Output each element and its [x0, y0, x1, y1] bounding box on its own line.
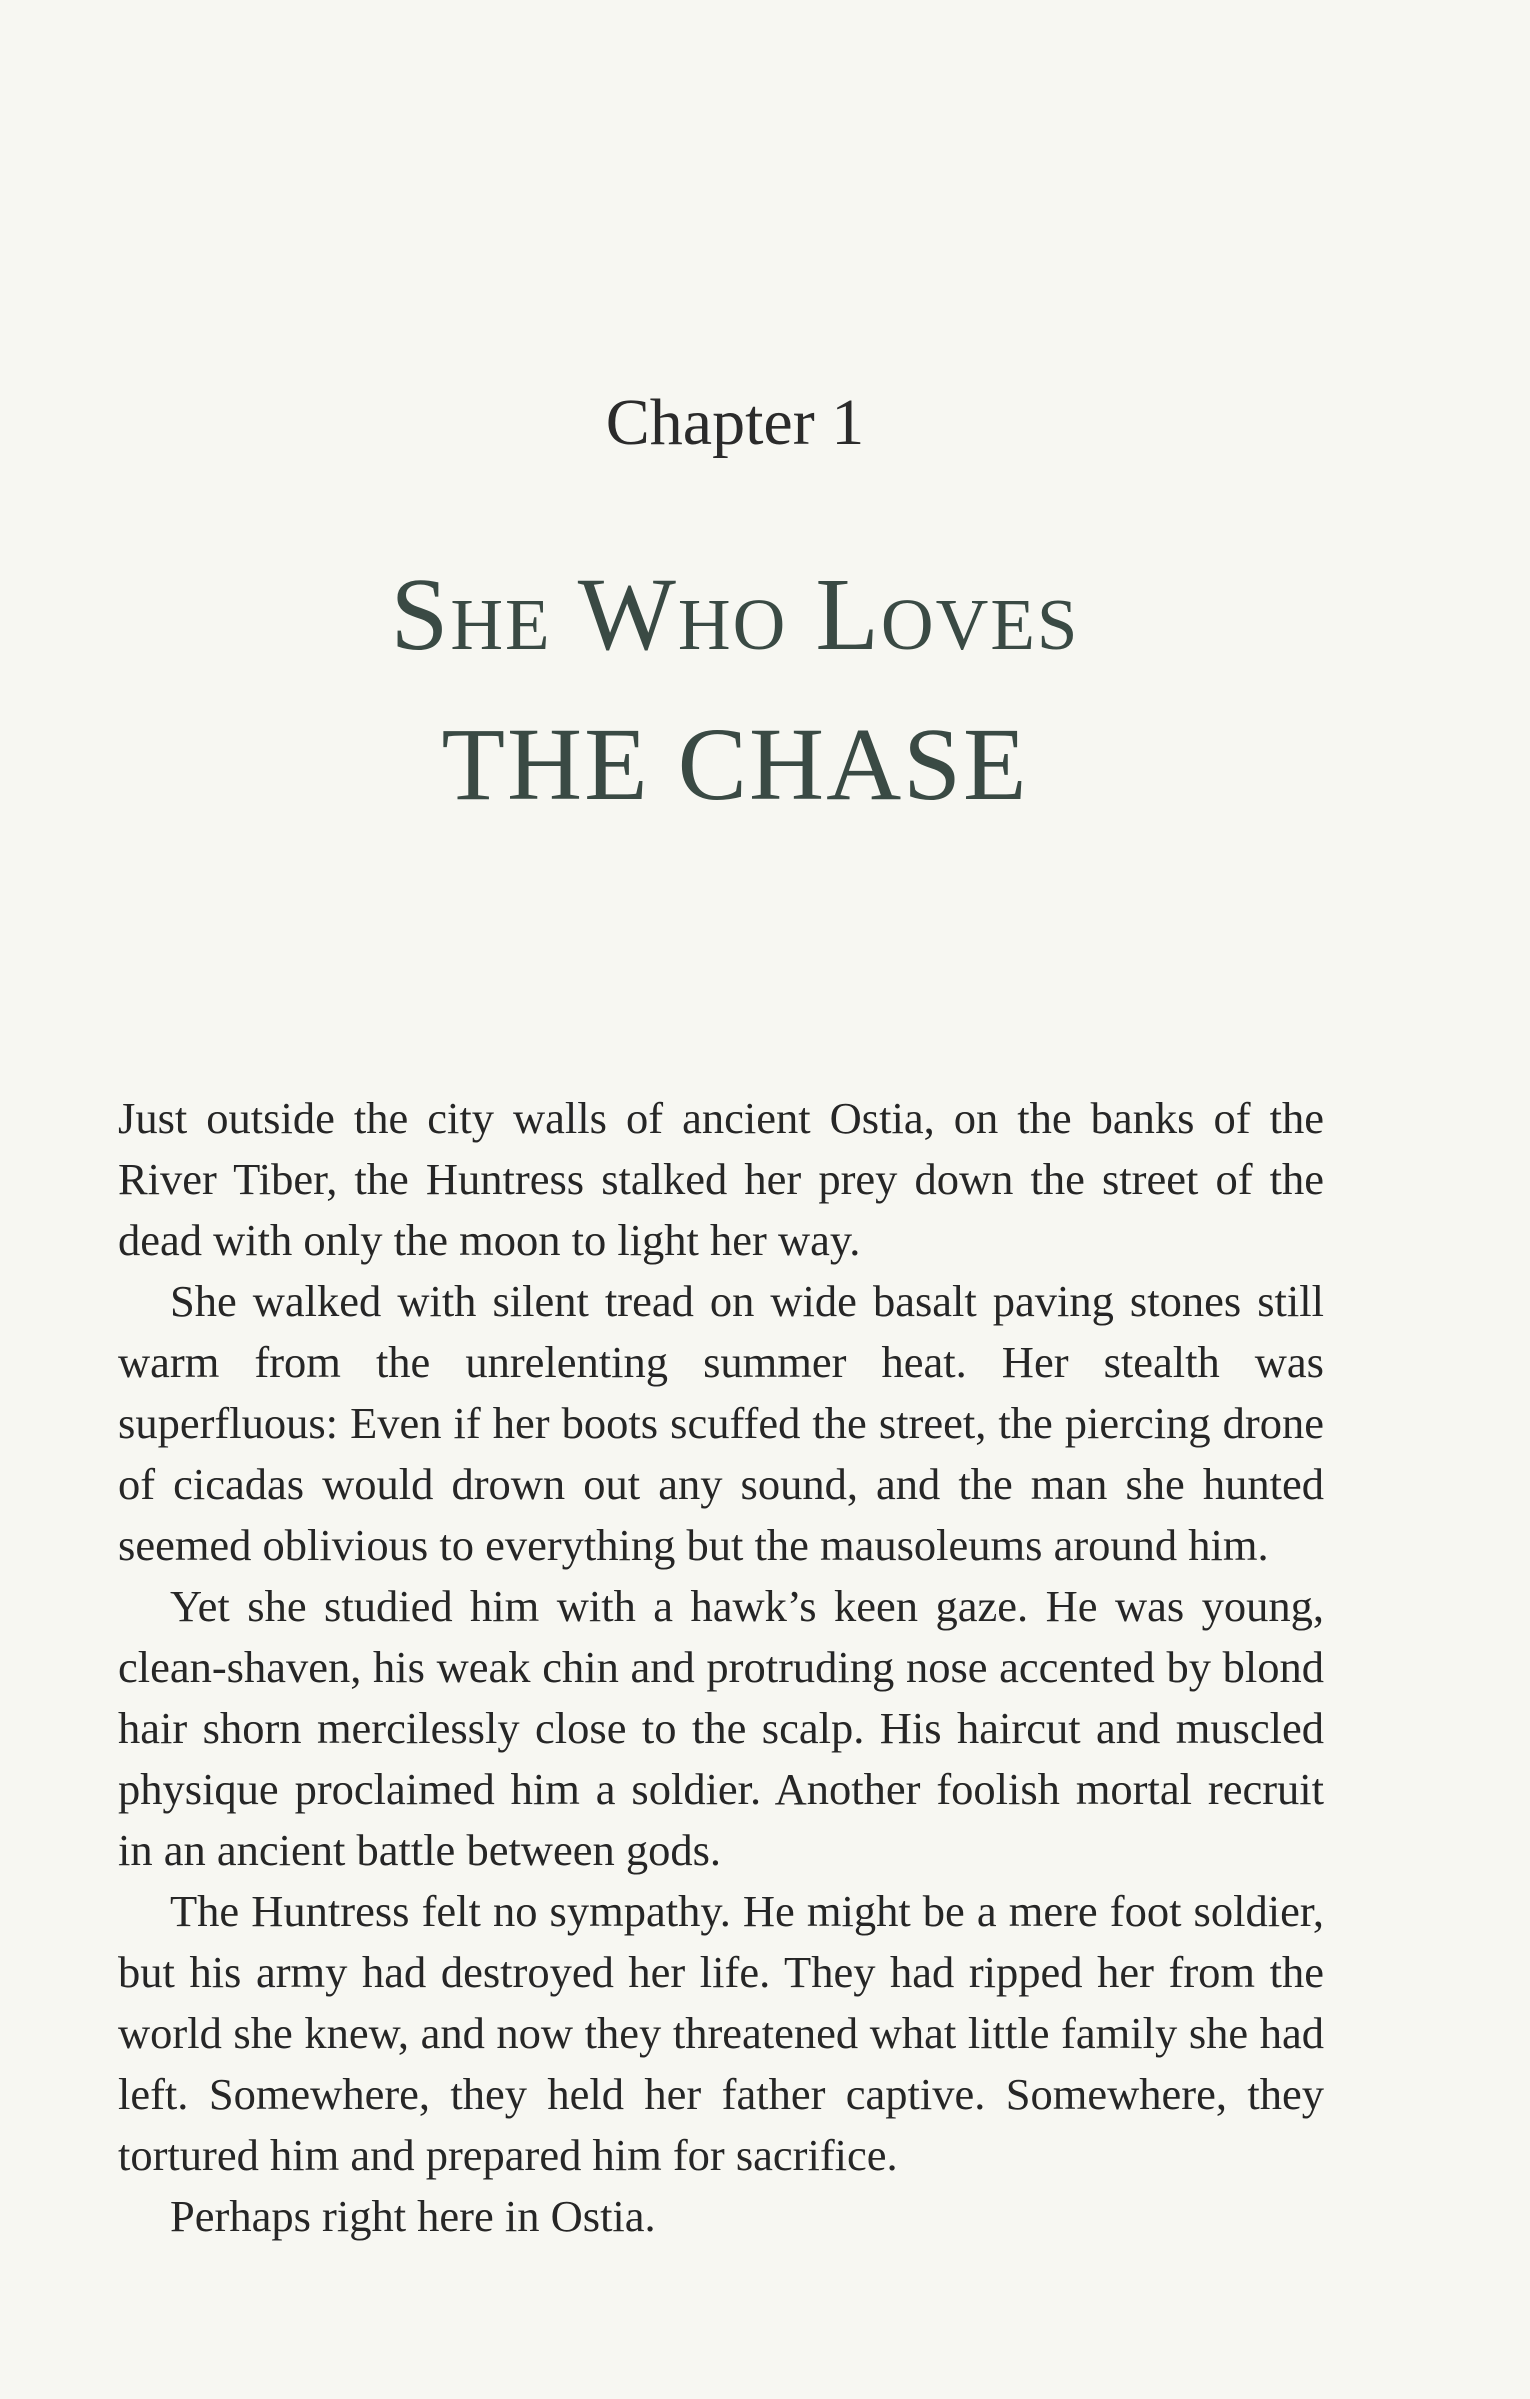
paragraph-3: Yet she studied him with a hawk’s keen gaze. He was young, clean-shaven, his weak chin and protruding nose accented by blond hair shorn mercilessly close to the scalp. His haircut and muscled physique proclaimed him a soldier. Another foolish mortal recruit in an ancient battle between gods. — [118, 1581, 1324, 1875]
paragraph-4: The Huntress felt no sympathy. He might be a mere foot soldier, but his army had destroyed her life. They had ripped her from the world she knew, and now they threatened what little family she had left. Somewhere, they held her father captive. Somewhere, they tortured him and prepared him for sacrifice. — [118, 1886, 1324, 2180]
paragraph-2: She walked with silent tread on wide basalt paving stones still warm from the unrelenting summer heat. Her stealth was superfluous: Even if her boots scuffed the street, the piercing drone of cicadas would drown out any sound, and the man she hunted seemed oblivious to everything but the mausoleums around him. — [118, 1276, 1324, 1570]
chapter-title — [0, 540, 1470, 840]
chapter-number: Chapter 1 — [605, 386, 865, 459]
paragraph-1: Just outside the city walls of ancient Ostia, on the banks of the River Tiber, the Huntress stalked her prey down the street of the dead with only the moon to light her way. — [118, 1093, 1324, 1265]
chapter-body — [118, 1088, 1324, 2247]
paragraph-5: Perhaps right here in Ostia. — [170, 2191, 656, 2241]
chapter-title-line-2: THE CHASE — [441, 707, 1029, 822]
chapter-title-line-1: She Who Loves — [390, 557, 1080, 672]
